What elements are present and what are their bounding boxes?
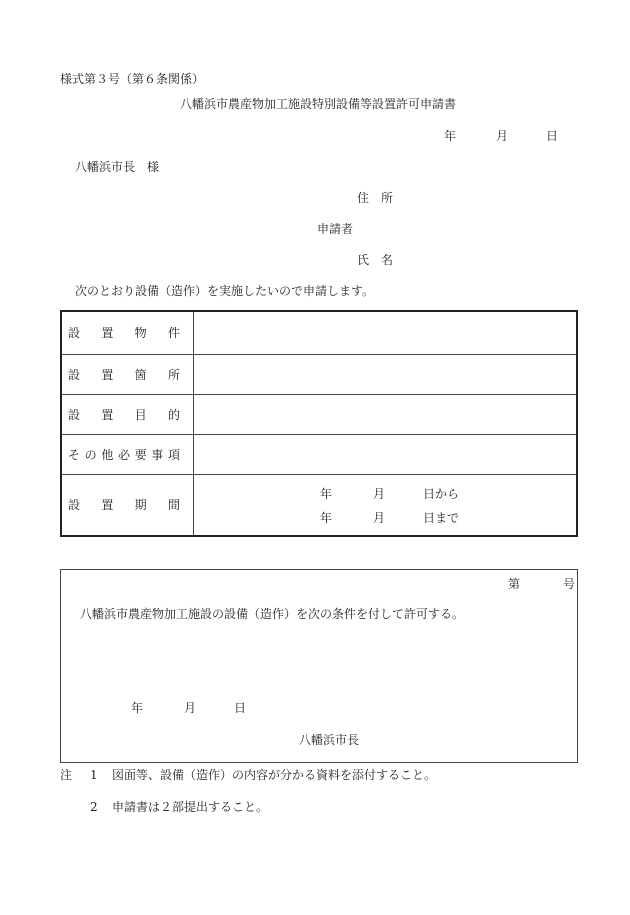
form-number: 様式第３号（第６条関係） [60, 72, 205, 86]
period-to-month: 月 [373, 510, 386, 525]
header-date-year: 年 [444, 129, 457, 143]
label-location [61, 354, 194, 394]
applicant-label: 申請者 [317, 222, 354, 236]
label-period [61, 474, 194, 536]
label-char: 間 [167, 498, 180, 513]
label-char: 置 [101, 367, 114, 382]
label-char: 項 [167, 447, 180, 462]
input-other[interactable] [194, 434, 578, 474]
label-char: 必 [117, 447, 130, 462]
permit-number-suffix: 号 [563, 577, 576, 591]
label-purpose [61, 394, 194, 434]
permit-box [60, 569, 578, 763]
period-to-year: 年 [320, 510, 333, 525]
period-from-month: 月 [373, 486, 386, 501]
table-row-property [61, 311, 577, 354]
addressee: 八幡浜市長 様 [75, 160, 160, 174]
note-2-number: 2 [90, 800, 98, 814]
label-char: 期 [134, 498, 147, 513]
note-2-text: 申請書は２部提出すること。 [112, 800, 269, 814]
label-char: 設 [68, 326, 81, 341]
label-char: 他 [101, 447, 114, 462]
label-char: 設 [68, 367, 81, 382]
note-1-number: 1 [90, 768, 98, 782]
label-other [61, 434, 194, 474]
document-title: 八幡浜市農産物加工施設特別設備等設置許可申請書 [180, 97, 457, 111]
period-to-suffix: 日まで [423, 510, 460, 525]
permit-issuer: 八幡浜市長 [299, 733, 360, 747]
period-from-suffix: 日から [423, 486, 460, 501]
period-to [194, 505, 576, 529]
label-char: の [84, 447, 97, 462]
permit-text: 八幡浜市農産物加工施設の設備（造作）を次の条件を付して許可する。 [80, 607, 465, 621]
address-label: 住 所 [357, 191, 394, 205]
input-period[interactable] [194, 474, 578, 536]
input-purpose[interactable] [194, 394, 578, 434]
label-char: 目 [134, 407, 147, 422]
permit-date-year: 年 [131, 701, 144, 715]
label-char: 設 [68, 498, 81, 513]
label-char: 事 [151, 447, 164, 462]
label-char: 要 [134, 447, 147, 462]
permit-date-month: 月 [184, 701, 197, 715]
table-row-purpose [61, 394, 577, 434]
label-char: 置 [101, 407, 114, 422]
label-property [61, 311, 194, 354]
period-from-year: 年 [320, 486, 333, 501]
note-1-text: 図面等、設備（造作）の内容が分かる資料を添付すること。 [112, 768, 437, 782]
application-table [60, 310, 578, 537]
table-row-period [61, 474, 577, 536]
header-date-month: 月 [496, 129, 509, 143]
intro-text: 次のとおり設備（造作）を実施したいので申請します。 [75, 284, 375, 298]
permit-date-day: 日 [234, 701, 247, 715]
label-char: 箇 [134, 367, 147, 382]
period-from [194, 481, 576, 505]
name-label: 氏 名 [357, 253, 394, 267]
table-row-other [61, 434, 577, 474]
label-char: 所 [167, 367, 180, 382]
label-char: 物 [134, 326, 147, 341]
input-property[interactable] [194, 311, 578, 354]
label-char: そ [68, 447, 81, 462]
label-char: 置 [101, 326, 114, 341]
table-row-location [61, 354, 577, 394]
header-date-day: 日 [546, 129, 559, 143]
input-location[interactable] [194, 354, 578, 394]
label-char: 的 [167, 407, 180, 422]
permit-number-prefix: 第 [508, 577, 521, 591]
notes-prefix: 注 [60, 768, 73, 782]
label-char: 件 [167, 326, 180, 341]
label-char: 置 [101, 498, 114, 513]
label-char: 設 [68, 407, 81, 422]
